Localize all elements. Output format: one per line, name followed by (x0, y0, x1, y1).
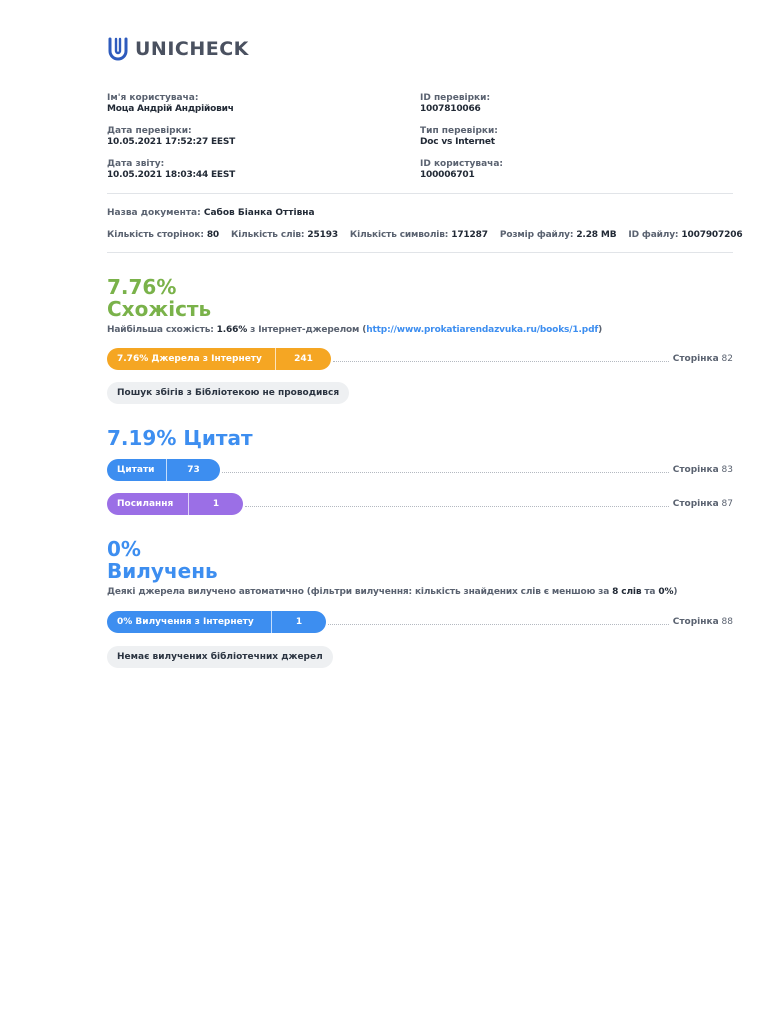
check-type-block (420, 126, 498, 148)
quotes-label: Цитати (107, 459, 167, 481)
document-name-label: Назва документа: (107, 208, 201, 218)
report-date-label: Дата звіту: (107, 159, 165, 169)
file-id-value: 1007907206 (681, 230, 743, 240)
chars-label: Кількість символів: (349, 230, 449, 240)
library-search-chip: Пошук збігів з Бібліотекою не проводився (107, 382, 349, 404)
check-id-value: 1007810066 (420, 104, 481, 114)
report-date-block (107, 159, 235, 181)
internet-exclusions-count: 1 (295, 617, 303, 627)
similarity-note-mid: з Інтернет-джерелом (250, 325, 360, 335)
document-name (107, 208, 315, 218)
leader-dots (328, 624, 669, 625)
chars-value: 171287 (451, 230, 488, 240)
references-pill[interactable] (107, 493, 243, 515)
logo-text: UNICHECK (135, 38, 249, 60)
file-id-label: ID файлу: (628, 230, 679, 240)
user-id-value: 100006701 (420, 170, 475, 180)
library-exclusions-chip: Немає вилучених бібліотечних джерел (107, 646, 333, 668)
user-name-label: Ім'я користувача: (107, 93, 199, 103)
exclusions-note-pct: 0% (658, 587, 674, 597)
exclusions-note-text: Деякі джерела вилучено автоматично (фільтри вилучення: кількість знайдених слів є меншою за (107, 587, 610, 597)
leader-dots (333, 361, 669, 362)
exclusions-note-words: 8 слів (612, 587, 642, 597)
similarity-paren-close: ) (598, 325, 603, 335)
references-count: 1 (212, 499, 220, 509)
check-type-label: Тип перевірки: (420, 126, 498, 136)
quotes-pill[interactable] (107, 459, 220, 481)
user-name-block (107, 93, 234, 115)
internet-exclusions-label: 0% Вилучення з Інтернету (107, 611, 272, 633)
page-label: Сторінка (672, 354, 719, 364)
page-number: 83 (721, 465, 733, 475)
unicheck-u-icon (107, 36, 129, 62)
size-value: 2.28 MB (576, 230, 617, 240)
leader-dots (245, 506, 669, 507)
references-row (107, 493, 733, 515)
exclusions-percent: 0% (107, 537, 141, 561)
internet-sources-row (107, 348, 733, 370)
exclusions-note-and: та (644, 587, 656, 597)
similarity-paren-open: ( (362, 325, 367, 335)
check-id-label: ID перевірки: (420, 93, 491, 103)
page-number: 82 (721, 354, 733, 364)
exclusions-note-close: ) (673, 587, 678, 597)
document-name-value: Сабов Біанка Оттівна (203, 208, 315, 218)
page-label: Сторінка (672, 465, 719, 475)
quotes-count: 73 (187, 465, 200, 475)
pages-label: Кількість сторінок: (107, 230, 204, 240)
internet-sources-pill[interactable] (107, 348, 331, 370)
page-number: 87 (721, 499, 733, 509)
check-date-label: Дата перевірки: (107, 126, 192, 136)
exclusions-title: Вилучень (107, 559, 218, 583)
similarity-note (107, 325, 602, 335)
user-name-value: Моца Андрій Андрійович (107, 104, 234, 114)
size-label: Розмір файлу: (499, 230, 574, 240)
words-value: 25193 (307, 230, 338, 240)
similarity-source-link[interactable]: http://www.prokatiarendazvuka.ru/books/1.pdf (366, 325, 599, 335)
internet-exclusions-pill[interactable] (107, 611, 326, 633)
quotes-row (107, 459, 733, 481)
internet-sources-label: 7.76% Джерела з Інтернету (107, 348, 276, 370)
leader-dots (222, 472, 669, 473)
references-label: Посилання (107, 493, 189, 515)
internet-sources-count: 241 (294, 354, 313, 364)
check-date-block (107, 126, 235, 148)
unicheck-logo (107, 36, 249, 62)
references-page[interactable] (673, 499, 733, 509)
internet-sources-page[interactable] (673, 354, 733, 364)
user-id-label: ID користувача: (420, 159, 504, 169)
exclusions-note (107, 587, 677, 597)
similarity-title: Схожість (107, 297, 212, 321)
pages-value: 80 (206, 230, 220, 240)
document-stats (107, 230, 743, 240)
similarity-note-prefix: Найбільша схожість: (107, 325, 214, 335)
internet-exclusions-row (107, 611, 733, 633)
check-id-block (420, 93, 490, 115)
check-date-value: 10.05.2021 17:52:27 EEST (107, 137, 236, 147)
check-type-value: Doc vs Internet (420, 137, 495, 147)
page-label: Сторінка (672, 617, 719, 627)
quotes-page[interactable] (673, 465, 733, 475)
citations-title: 7.19% Цитат (107, 426, 253, 450)
page-number: 88 (721, 617, 733, 627)
internet-exclusions-page[interactable] (673, 617, 733, 627)
divider (107, 193, 733, 194)
divider (107, 252, 733, 253)
similarity-note-value: 1.66% (216, 325, 248, 335)
user-id-block (420, 159, 503, 181)
words-label: Кількість слів: (231, 230, 305, 240)
report-date-value: 10.05.2021 18:03:44 EEST (107, 170, 236, 180)
similarity-percent: 7.76% (107, 275, 177, 299)
page-label: Сторінка (672, 499, 719, 509)
